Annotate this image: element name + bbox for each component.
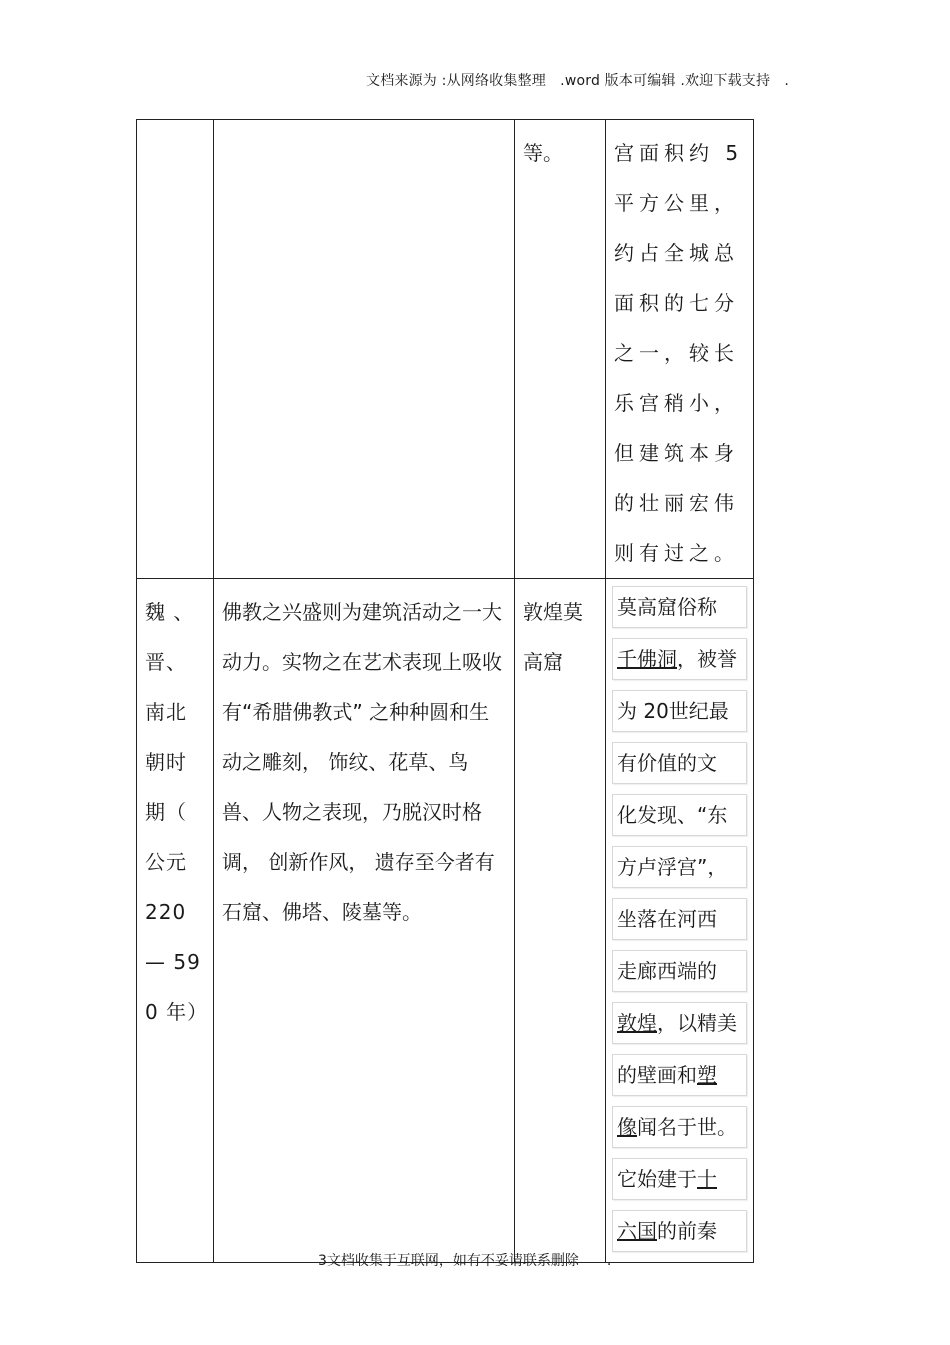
note-line: 走廊西端的	[612, 950, 747, 992]
link-suxiang[interactable]: 塑	[697, 1063, 717, 1087]
link-shiliuguo[interactable]: 十	[697, 1167, 717, 1191]
note-line: 六国的前秦	[612, 1210, 747, 1252]
link-suxiang[interactable]: 像	[617, 1115, 637, 1139]
note-cell	[606, 579, 754, 1263]
note-line: 为 20世纪最	[612, 690, 747, 732]
page-footer: 3文档收集于互联网，如有不妥请联系删除 .	[318, 1253, 612, 1269]
link-qianfodong[interactable]: 千佛洞	[617, 647, 677, 671]
history-table	[136, 119, 754, 1263]
note-line: 有价值的文	[612, 742, 747, 784]
period-cell: 魏 、晋、南北 朝时 期（ 公元 220— 590 年）	[137, 579, 214, 1263]
note-line: 化发现、“东	[612, 794, 747, 836]
site-cell: 敦煌莫高窟	[515, 579, 606, 1263]
description-cell: 佛教之兴盛则为建筑活动之一大动力。实物之在艺术表现上吸收有“希腊佛教式” 之种种圆和生动之雕刻， 饰纹、花草、鸟兽、人物之表现，乃脱汉时格调， 创新作风， 遗存至今者有石窟、佛塔、陵墓等。	[214, 579, 515, 1263]
table-row	[137, 579, 754, 1263]
note-line: 它始建于十	[612, 1158, 747, 1200]
page-header: 文档来源为 :从网络收集整理 .word 版本可编辑 .欢迎下载支持 .	[366, 73, 790, 89]
note-line: 敦煌，以精美	[612, 1002, 747, 1044]
note-line: 方卢浮宫”，	[612, 846, 747, 888]
description-cell	[214, 120, 515, 579]
link-dunhuang[interactable]: 敦煌	[617, 1011, 657, 1035]
note-line: 坐落在河西	[612, 898, 747, 940]
note-cell: 宫面积约 5平方公里，约占全城总面积的七分之一，较长乐宫稍小，但建筑本身的壮丽宏伟则有过之。	[606, 120, 754, 579]
note-line: 千佛洞，被誉	[612, 638, 747, 680]
note-line: 的壁画和塑	[612, 1054, 747, 1096]
site-cell: 等。	[515, 120, 606, 579]
table-row	[137, 120, 754, 579]
link-shiliuguo[interactable]: 六国	[617, 1219, 657, 1243]
note-line: 像闻名于世。	[612, 1106, 747, 1148]
note-lines	[606, 579, 753, 1252]
period-cell	[137, 120, 214, 579]
note-line: 莫高窟俗称	[612, 586, 747, 628]
